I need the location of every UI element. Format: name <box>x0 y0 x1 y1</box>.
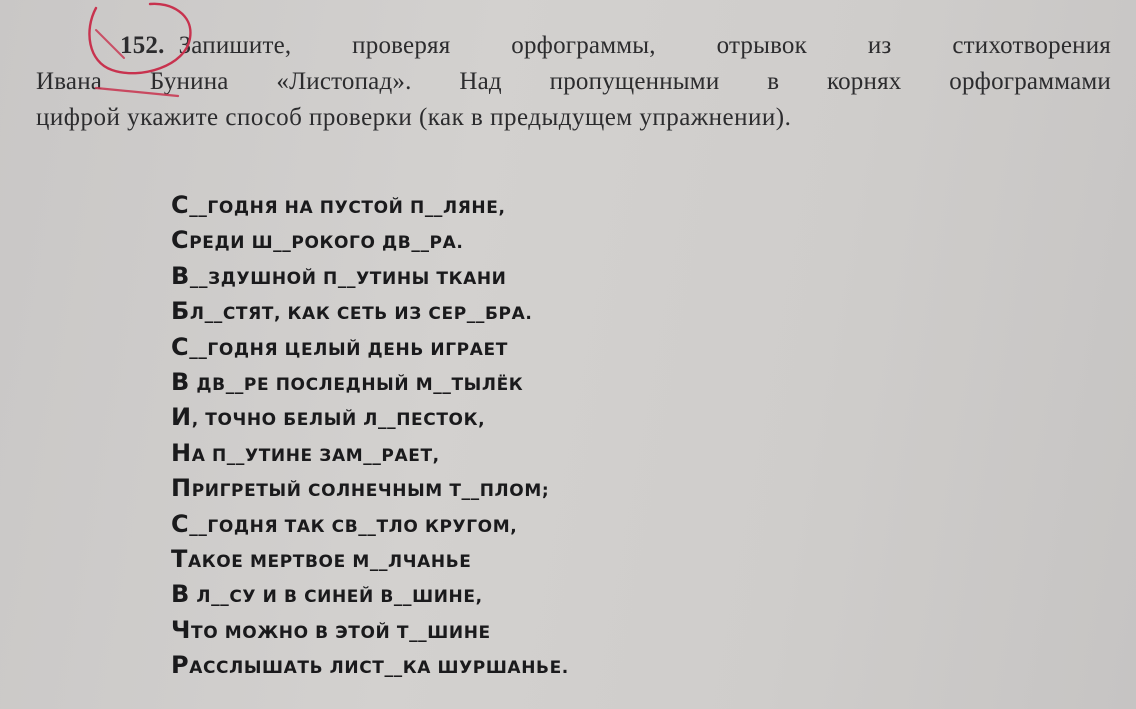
exercise-line-3: цифрой укажите способ проверки (как в предыдущем упражнении). <box>36 104 792 131</box>
poem-line-initial: Б <box>171 297 190 326</box>
poem-line-text: __ГОДНЯ ТАК СВ__ТЛО КРУГОМ, <box>189 516 518 537</box>
poem-line <box>171 648 569 683</box>
poem-line-text: АКОЕ МЕРТВОЕ М__ЛЧАНЬЕ <box>187 551 472 572</box>
poem-line-initial: С <box>171 332 190 361</box>
poem-line <box>171 613 569 648</box>
poem-line-text: , ТОЧНО БЕЛЫЙ Л__ПЕСТОК, <box>191 410 486 431</box>
poem-line <box>171 436 569 471</box>
poem-line-initial: Т <box>171 544 188 573</box>
poem-line <box>171 223 569 258</box>
poem-line <box>171 542 569 577</box>
poem-line-initial: Р <box>171 651 190 680</box>
poem-line-text: РИГРЕТЫЙ СОЛНЕЧНЫМ Т__ПЛОМ; <box>191 481 550 502</box>
poem-line-initial: П <box>171 474 192 503</box>
poem-line-text: __ЗДУШНОЙ П__УТИНЫ ТКАНИ <box>189 268 507 289</box>
poem-line-initial: В <box>171 367 190 396</box>
poem-line-text: Л__СТЯТ, КАК СЕТЬ ИЗ СЕР__БРА. <box>189 304 533 325</box>
poem-line <box>171 294 569 329</box>
poem-line-text: ДВ__РЕ ПОСЛЕДНЫЙ М__ТЫЛЁК <box>189 374 524 395</box>
poem-line-initial: В <box>171 261 190 290</box>
poem-line-initial: Н <box>171 438 192 467</box>
poem-line-text: __ГОДНЯ ЦЕЛЫЙ ДЕНЬ ИГРАЕТ <box>189 339 508 360</box>
poem-line-text: РЕДИ Ш__РОКОГО ДВ__РА. <box>189 233 464 254</box>
poem-line <box>171 507 569 542</box>
exercise-line-2: Ивана Бунина «Листопад». Над пропущенными в корнях орфограммами <box>36 68 1111 95</box>
exercise-number: 152. <box>120 32 165 59</box>
poem-line-initial: В <box>171 580 190 609</box>
poem-line <box>171 330 569 365</box>
poem-line <box>171 577 569 612</box>
poem-line <box>171 400 569 435</box>
poem-line-text: Л__СУ И В СИНЕЙ В__ШИНЕ, <box>189 587 483 608</box>
poem-line-initial: Ч <box>171 615 191 644</box>
exercise-line-1-text: Запишите, проверяя орфограммы, отрывок из стихотворения <box>178 32 1111 59</box>
poem-line <box>171 365 569 400</box>
poem-line-text: __ГОДНЯ НА ПУСТОЙ П__ЛЯНЕ, <box>189 198 506 218</box>
poem-line-initial: С <box>171 226 190 255</box>
poem-line-initial: С <box>171 191 190 219</box>
poem-line-text: А П__УТИНЕ ЗАМ__РАЕТ, <box>191 445 440 466</box>
poem-line-initial: С <box>171 509 190 538</box>
poem-line <box>171 259 569 294</box>
poem-line <box>171 188 569 223</box>
poem <box>171 188 569 683</box>
poem-line <box>171 471 569 506</box>
poem-line-initial: И <box>171 403 192 432</box>
poem-line-text: АССЛЫШАТЬ ЛИСТ__КА ШУРШАНЬЕ. <box>189 658 569 679</box>
exercise-line-1 <box>36 28 1111 64</box>
exercise-text <box>36 28 1111 136</box>
poem-line-text: ТО МОЖНО В ЭТОЙ Т__ШИНЕ <box>191 622 491 643</box>
